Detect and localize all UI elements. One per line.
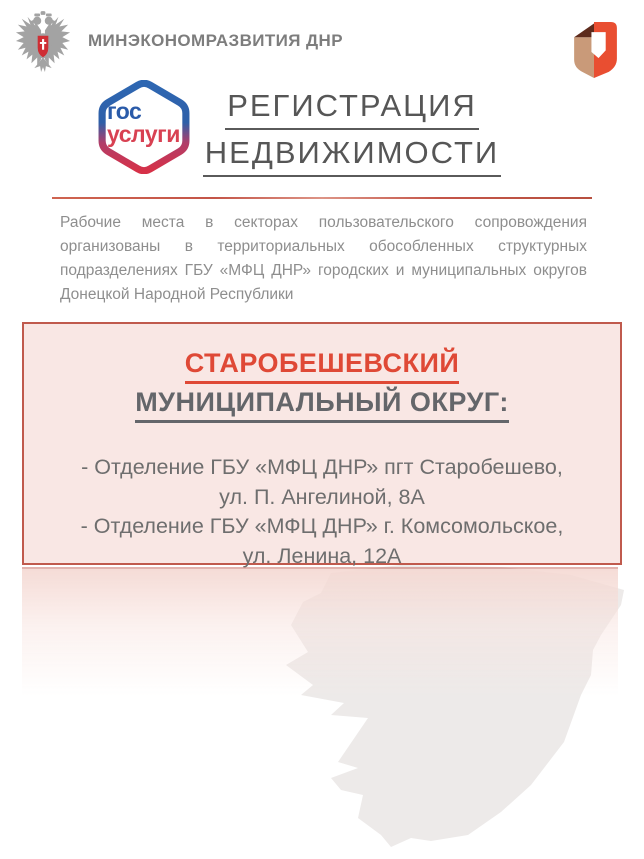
address-line: - Отделение ГБУ «МФЦ ДНР» пгт Старобешево, — [81, 455, 563, 479]
district-type: МУНИЦИПАЛЬНЫЙ ОКРУГ: — [135, 385, 509, 423]
intro-line: организованы в территориальных обособленных структурных — [60, 238, 587, 255]
intro-line: Рабочие места в секторах пользовательского сопровождения — [60, 214, 587, 231]
dnr-coat-of-arms-icon — [14, 9, 72, 80]
intro-line: подразделениях ГБУ «МФЦ ДНР» городских и муниципальных округов — [60, 262, 587, 279]
district-box — [22, 322, 622, 568]
page-title-line2: НЕДВИЖИМОСТИ — [203, 135, 501, 177]
district-name: СТАРОБЕШЕВСКИЙ — [185, 346, 460, 384]
intro-line: Донецкой Народной Республики — [60, 286, 294, 303]
gosuslugi-word-uslugi: услуги — [107, 121, 180, 147]
ministry-label: МИНЭКОНОМРАЗВИТИЯ ДНР — [88, 31, 343, 50]
page-title-line1: РЕГИСТРАЦИЯ — [225, 88, 479, 130]
address-line: ул. П. Ангелиной, 8А — [219, 484, 425, 509]
district-box-reflection — [22, 567, 618, 697]
address-list — [24, 453, 620, 571]
gosuslugi-word-gos: гос — [107, 98, 142, 124]
address-line: ул. Ленина, 12А — [242, 543, 402, 568]
mfc-logo-icon — [572, 22, 617, 83]
district-box-heading — [24, 346, 620, 424]
title-separator-line — [52, 197, 592, 199]
intro-paragraph — [60, 211, 587, 307]
page-title — [152, 88, 552, 182]
address-line: - Отделение ГБУ «МФЦ ДНР» г. Комсомольское, — [80, 514, 564, 538]
